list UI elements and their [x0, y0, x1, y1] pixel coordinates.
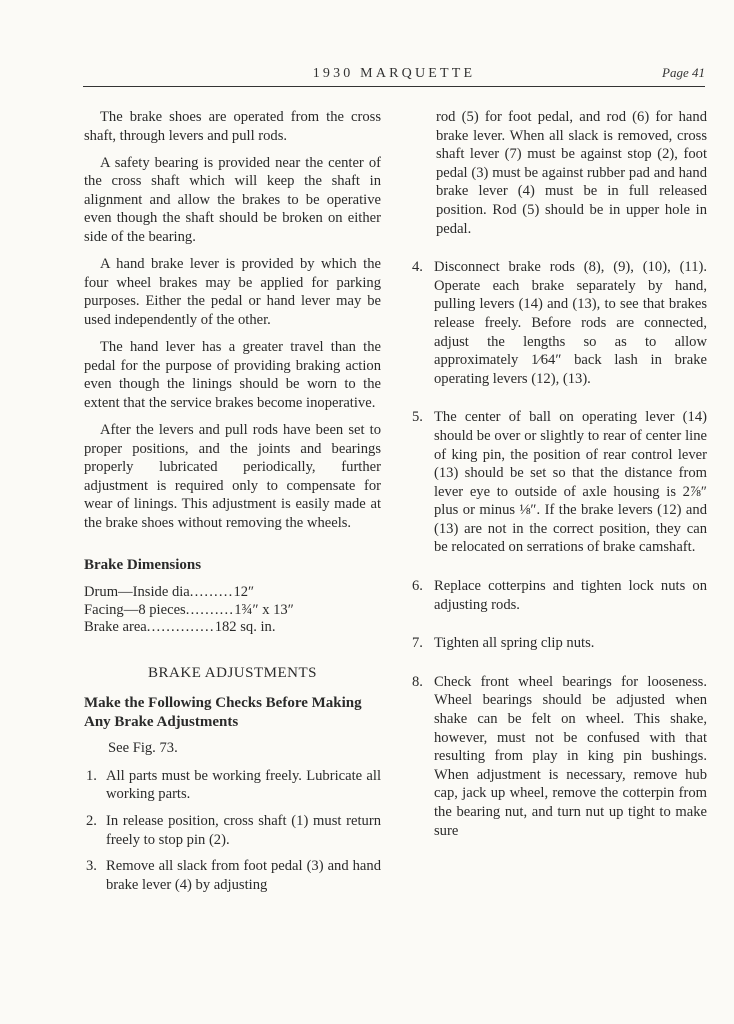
paragraph: A hand brake lever is provided by which the four wheel brakes may be applied for parking purposes. Either the pedal or hand lever may be used independently of the other.	[84, 256, 381, 328]
step-3-continuation: rod (5) for foot pedal, and rod (6) for hand brake lever. When all slack is removed, cross shaft lever (7) must be against stop (2), foot pedal (3) must be against rubber pad and hand brake lever (4) must be in full released position. Rod (5) should be in upper hole in pedal.	[436, 109, 707, 237]
dimension-value: 182 sq. in.	[214, 619, 276, 636]
list-item	[412, 634, 707, 653]
dimension-row	[84, 602, 381, 620]
checks-list-continued	[412, 258, 707, 840]
paragraph: A safety bearing is provided near the center of the cross shaft which will keep the shaft in alignment and allow the brakes to be operative even though the shaft should be broken on either side of the bearing.	[84, 154, 381, 246]
dimension-row	[84, 584, 381, 602]
page-number: Page 41	[662, 65, 705, 80]
leader-dots: ..............	[146, 619, 215, 636]
dimension-label: Facing—8 pieces	[84, 601, 186, 618]
list-number: 5.	[412, 409, 423, 426]
running-title: 1930 MARQUETTE	[312, 66, 476, 81]
list-text: Remove all slack from foot pedal (3) and hand brake lever (4) by adjusting	[106, 858, 381, 893]
paragraph: After the levers and pull rods have been set to proper positions, and the joints and bearings properly lubricated periodically, further adjustment is required only to compensate for wear of linings. This adjustment is easily made at the brake shoes without removing the wheels.	[84, 421, 381, 531]
checks-list	[84, 767, 381, 895]
list-text: Check front wheel bearings for looseness. Wheel bearings should be adjusted when shake can be felt on wheel. This shake, however, must not be confused with that resulting from play in king pin bushings. When adjustment is necessary, remove hub cap, jack up wheel, remove the cotterpin from the bearing nut, and turn nut up tight to make sure	[434, 673, 707, 839]
list-number: 4.	[412, 259, 423, 276]
list-item	[84, 767, 381, 804]
page-header	[83, 64, 705, 87]
dimension-value: 12″	[233, 584, 255, 601]
list-text: Disconnect brake rods (8), (9), (10), (11). Operate each brake separately by hand, pulling levers (14) and (13), to see that brakes release freely. Before rods are connected, adjust the lengths so as to allow approximately 1⁄64″ back lash in brake operating levers (12), (13).	[434, 259, 707, 387]
left-column	[84, 108, 381, 902]
list-number: 6.	[412, 578, 423, 595]
list-text: Replace cotterpins and tighten lock nuts on adjusting rods.	[434, 578, 707, 613]
right-column	[412, 108, 707, 848]
list-text: In release position, cross shaft (1) must return freely to stop pin (2).	[106, 812, 381, 848]
list-number: 8.	[412, 673, 423, 690]
brake-dimensions-table	[84, 584, 381, 637]
paragraph: The brake shoes are operated from the cross shaft, through levers and pull rods.	[84, 109, 381, 144]
list-number: 7.	[412, 635, 423, 652]
dimension-label: Drum—Inside dia	[84, 584, 190, 601]
list-item	[412, 673, 707, 840]
brake-adjustments-heading: BRAKE ADJUSTMENTS	[148, 664, 317, 681]
list-number: 1.	[86, 767, 97, 784]
list-item	[412, 577, 707, 614]
list-text: All parts must be working freely. Lubricate all working parts.	[106, 767, 381, 803]
leader-dots: ..........	[185, 601, 235, 618]
list-item	[412, 408, 707, 557]
list-text: Tighten all spring clip nuts.	[434, 635, 595, 652]
figure-reference: See Fig. 73.	[108, 740, 178, 757]
dimension-row	[84, 619, 381, 637]
checks-heading: Make the Following Checks Before Making Any Brake Adjustments	[84, 695, 362, 731]
list-text: The center of ball on operating lever (14) should be over or slightly to rear of center line of king pin, the position of rear control lever (13) should be set so that the distance from lever eye to outside of axle housing is 2⅞″ plus or minus ⅛″. If the brake levers (12) and (13) are not in the correct position, they can be relocated on serrations of brake camshaft.	[434, 409, 707, 556]
list-item	[84, 812, 381, 849]
brake-dimensions-heading: Brake Dimensions	[84, 557, 202, 574]
dimension-value: 1¾″ x 13″	[234, 601, 294, 618]
list-number: 3.	[86, 858, 97, 875]
paragraph: The hand lever has a greater travel than the pedal for the purpose of providing braking action even though the linings should be worn to the extent that the service brakes become inoperative.	[84, 339, 381, 411]
leader-dots: .........	[189, 584, 234, 601]
list-number: 2.	[86, 812, 97, 829]
list-item	[412, 258, 707, 388]
list-item	[84, 857, 381, 894]
dimension-label: Brake area	[84, 619, 147, 636]
